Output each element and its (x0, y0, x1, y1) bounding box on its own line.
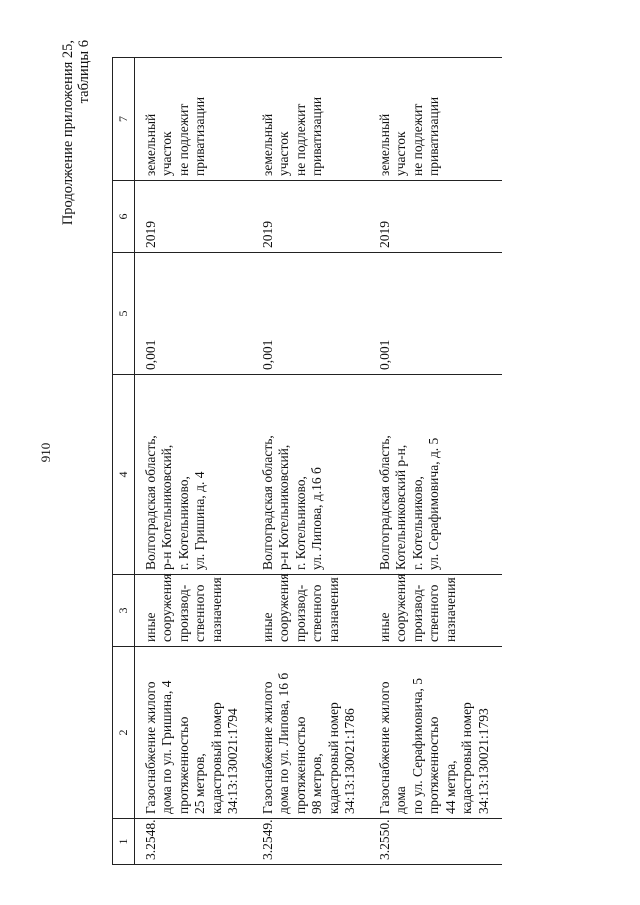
object-year: 2019 (252, 181, 369, 253)
row-number: 3.2550. (369, 819, 503, 865)
column-header: 7 (113, 58, 135, 181)
caption-line-1: Продолжение приложения 25, (60, 40, 76, 226)
column-header: 6 (113, 181, 135, 253)
column-header: 4 (113, 375, 135, 575)
header-row (113, 58, 135, 865)
table-row (134, 58, 252, 865)
page-number: 910 (38, 442, 53, 463)
column-header: 3 (113, 575, 135, 647)
column-header: 1 (113, 819, 135, 865)
object-note: земельный участок не подлежит приватизации (134, 58, 252, 181)
row-number: 3.2549. (252, 819, 369, 865)
object-name: Газоснабжение жилого дома по ул. Гришина, 4 протяженностью 25 метров, кадастровый номер 34:13:130021:1794 (134, 647, 252, 819)
object-type: иные сооружения производ- ственного назначения (369, 575, 503, 647)
object-address: Волгоградская область, р-н Котельниковский, г. Котельниково, ул. Гришина, д. 4 (134, 375, 252, 575)
object-year: 2019 (369, 181, 503, 253)
property-register-table (112, 57, 502, 865)
object-area: 0,001 (252, 253, 369, 375)
row-number: 3.2548. (134, 819, 252, 865)
object-address: Волгоградская область, р-н Котельниковский, г. Котельниково, ул. Липова, д.16 б (252, 375, 369, 575)
object-area: 0,001 (134, 253, 252, 375)
object-year: 2019 (134, 181, 252, 253)
object-type: иные сооружения производ- ственного назначения (134, 575, 252, 647)
object-note: земельный участок не подлежит приватизации (252, 58, 369, 181)
object-name: Газоснабжение жилого дома по ул. Липова, 16 б протяженностью 98 метров, кадастровый номер 34:13:130021:1786 (252, 647, 369, 819)
table-caption (60, 40, 92, 225)
object-address: Волгоградская область, Котельниковский р-н, г. Котельниково, ул. Серафимовича, д. 5 (369, 375, 503, 575)
object-area: 0,001 (369, 253, 503, 375)
column-header: 2 (113, 647, 135, 819)
object-name: Газоснабжение жилого дома по ул. Серафимовича, 5 протяженностью 44 метра, кадастровый номер 34:13:130021:1793 (369, 647, 503, 819)
caption-line-2: таблицы 6 (76, 40, 92, 104)
table-row (369, 58, 503, 865)
object-note: земельный участок не подлежит приватизации (369, 58, 503, 181)
column-header: 5 (113, 253, 135, 375)
object-type: иные сооружения производ- ственного назначения (252, 575, 369, 647)
table-row (252, 58, 369, 865)
